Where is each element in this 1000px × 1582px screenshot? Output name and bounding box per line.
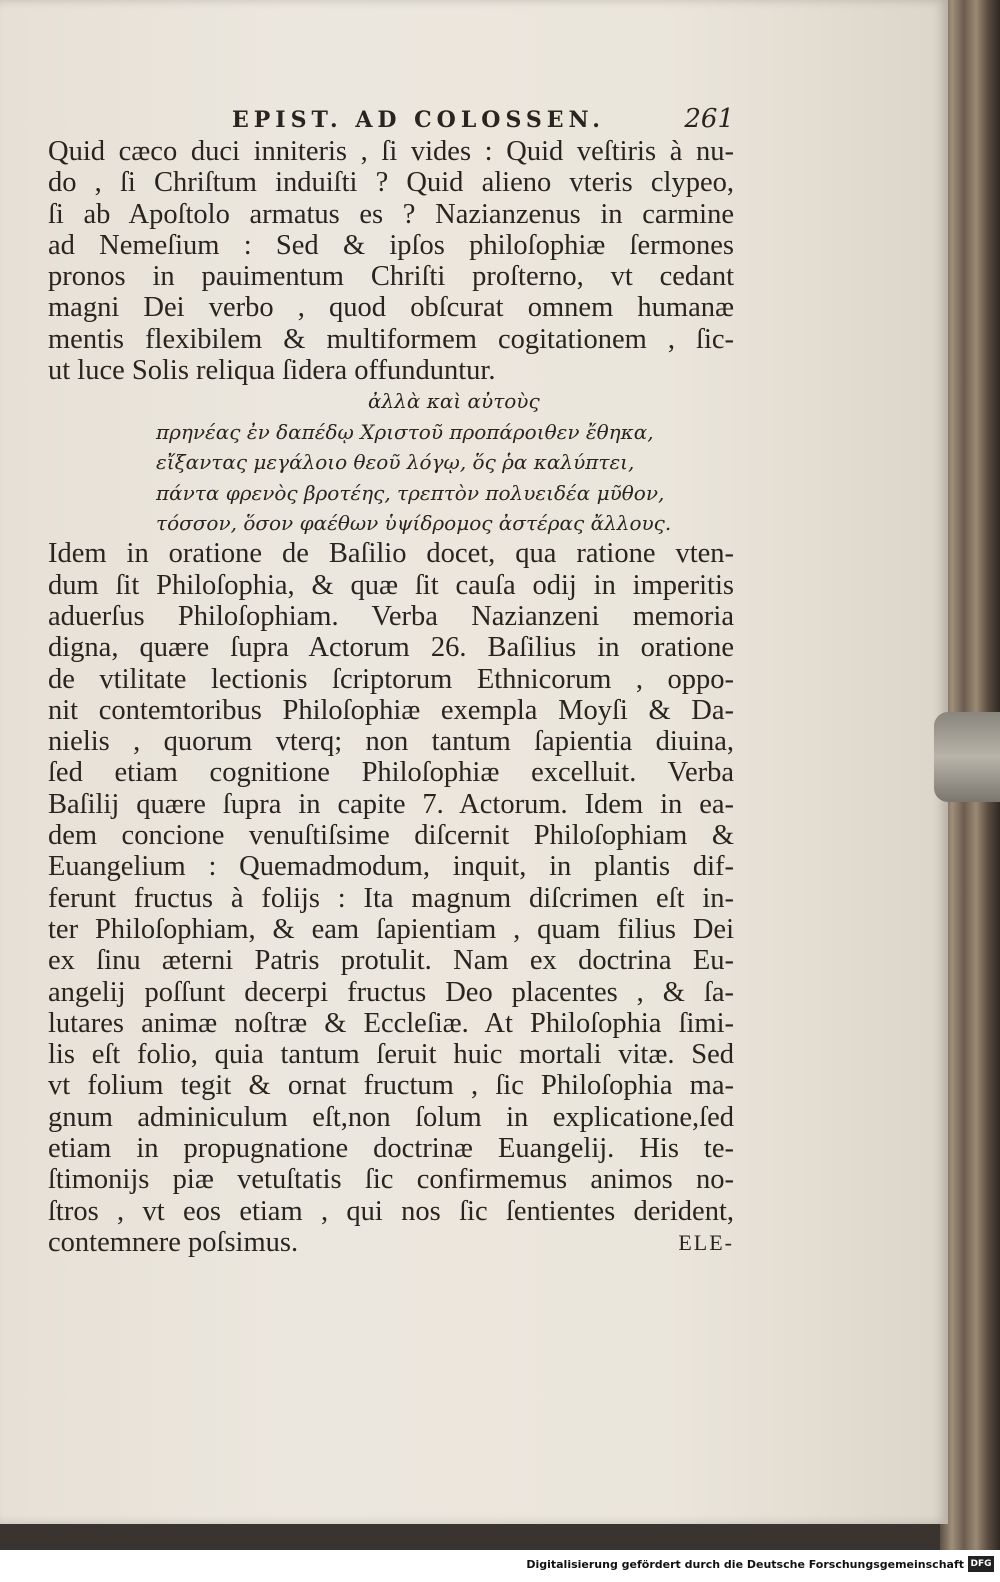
paragraph-1-line: ſi ab Apoſtolo armatus es ? Nazianzenus in carmine (48, 198, 734, 230)
paragraph-1-line: ut luce Solis reliqua ſidera offunduntur. (48, 355, 496, 387)
paragraph-1-line: mentis flexibilem & multiformem cogitationem , ſic- (48, 323, 734, 355)
running-head (48, 104, 734, 134)
digitization-footer (0, 1550, 1000, 1582)
catchword: ELE- (678, 1229, 734, 1255)
paragraph-2-line: angelij poſſunt decerpi fructus Deo placentes , & ſa- (48, 976, 734, 1008)
paragraph-2-line: ex ſinu æterni Patris protulit. Nam ex doctrina Eu- (48, 945, 734, 977)
paragraph-1 (48, 136, 734, 386)
paragraph-2-line: aduerſus Philoſophiam. Verba Nazianzeni memoria (48, 601, 734, 632)
page-tab-marker (934, 712, 1000, 802)
paragraph-2-line: Idem in oratione de Baſilio docet, qua ratione vten- (48, 538, 734, 570)
paragraph-2-line: vt folium tegit & ornat fructum , ſic Philoſophia ma- (48, 1070, 734, 1102)
paragraph-1-line: ad Nemeſium : Sed & ipſos philoſophiæ ſermones (48, 229, 734, 261)
paragraph-2-line: de vtilitate lectionis ſcriptorum Ethnicorum , oppo- (48, 663, 734, 695)
paragraph-1-line: magni Dei verbo , quod obſcurat omnem humanæ (48, 292, 734, 324)
paragraph-2-line: dum ſit Philoſophia, & quæ ſit cauſa odij in imperitis (48, 569, 734, 601)
paragraph-1-line: Quid cæco duci inniteris , ſi vides : Quid veſtiris à nu- (48, 136, 734, 167)
paragraph-2-line: digna, quære ſupra Actorum 26. Baſilius in oratione (48, 632, 734, 664)
paragraph-1-line: pronos in pauimentum Chriſti proſterno, vt cedant (48, 261, 734, 293)
closing-line (48, 1227, 734, 1258)
footer-credit: Digitalisierung gefördert durch die Deutsche Forschungsgemeinschaft (526, 1558, 964, 1571)
greek-verse-line: εἴξαντας μεγάλοιο θεοῦ λόγῳ, ὅς ῥα καλύπτει, (156, 450, 635, 475)
paragraph-2-line: nielis , quorum vterq; non tantum ſapientia diuina, (48, 726, 734, 758)
greek-verse-line: ἀλλὰ καὶ αὐτοὺς (368, 389, 540, 414)
paragraph-2-line: nit contemtoribus Philoſophiæ exempla Moyſi & Da- (48, 694, 734, 726)
paragraph-2-line: ſed etiam cognitione Philoſophiæ excelluit. Verba (48, 757, 734, 789)
paragraph-1-line: do , ſi Chriſtum induiſti ? Quid alieno vteris clypeo, (48, 167, 734, 199)
paragraph-2-line: ſtros , vt eos etiam , qui nos ſic ſentientes derident, (48, 1195, 734, 1227)
running-title: EPIST. AD COLOSSEN. (232, 107, 605, 133)
paragraph-2-line: lis eſt folio, quia tantum ſeruit huic mortali vitæ. Sed (48, 1039, 734, 1071)
greek-verse-line: πρηνέας ἐν δαπέδῳ Χριστοῦ προπάροιθεν ἔθηκα, (156, 419, 654, 444)
paragraph-2-line: ferunt fructus à folijs : Ita magnum diſcrimen eſt in- (48, 882, 734, 914)
paragraph-2-line: gnum adminiculum eſt,non ſolum in explicatione,ſed (48, 1101, 734, 1133)
paragraph-2-line: ter Philoſophiam, & eam ſapientiam , quam filius Dei (48, 913, 734, 945)
dfg-logo: DFG (968, 1556, 994, 1572)
paragraph-2-line: lutares animæ noſtræ & Eccleſiæ. At Philoſophia ſimi- (48, 1007, 734, 1039)
paragraph-2 (48, 538, 734, 1227)
paragraph-2-line: ſtimonijs piæ vetuſtatis ſic confirmemus animos no- (48, 1164, 734, 1196)
greek-verse-line: πάντα φρενὸς βροτέης, τρεπτὸν πολυειδέα μῦθον, (156, 480, 665, 505)
greek-verse (48, 386, 734, 538)
last-line: contemnere poſsimus. (48, 1226, 299, 1258)
paragraph-2-line: Baſilij quære ſupra in capite 7. Actorum. Idem in ea- (48, 788, 734, 820)
paragraph-2-line: Euangelium : Quemadmodum, inquit, in plantis dif- (48, 851, 734, 883)
paragraph-2-line: etiam in propugnatione doctrinæ Euangelij. His te- (48, 1133, 734, 1165)
paragraph-2-line: dem concione venuſtiſsime diſcernit Philoſophiam & (48, 820, 734, 852)
page-number: 261 (684, 104, 734, 134)
page-text-block (48, 104, 734, 1258)
greek-verse-line: τόσσον, ὅσον φαέθων ὑψίδρομος ἀστέρας ἄλλους. (156, 511, 672, 535)
